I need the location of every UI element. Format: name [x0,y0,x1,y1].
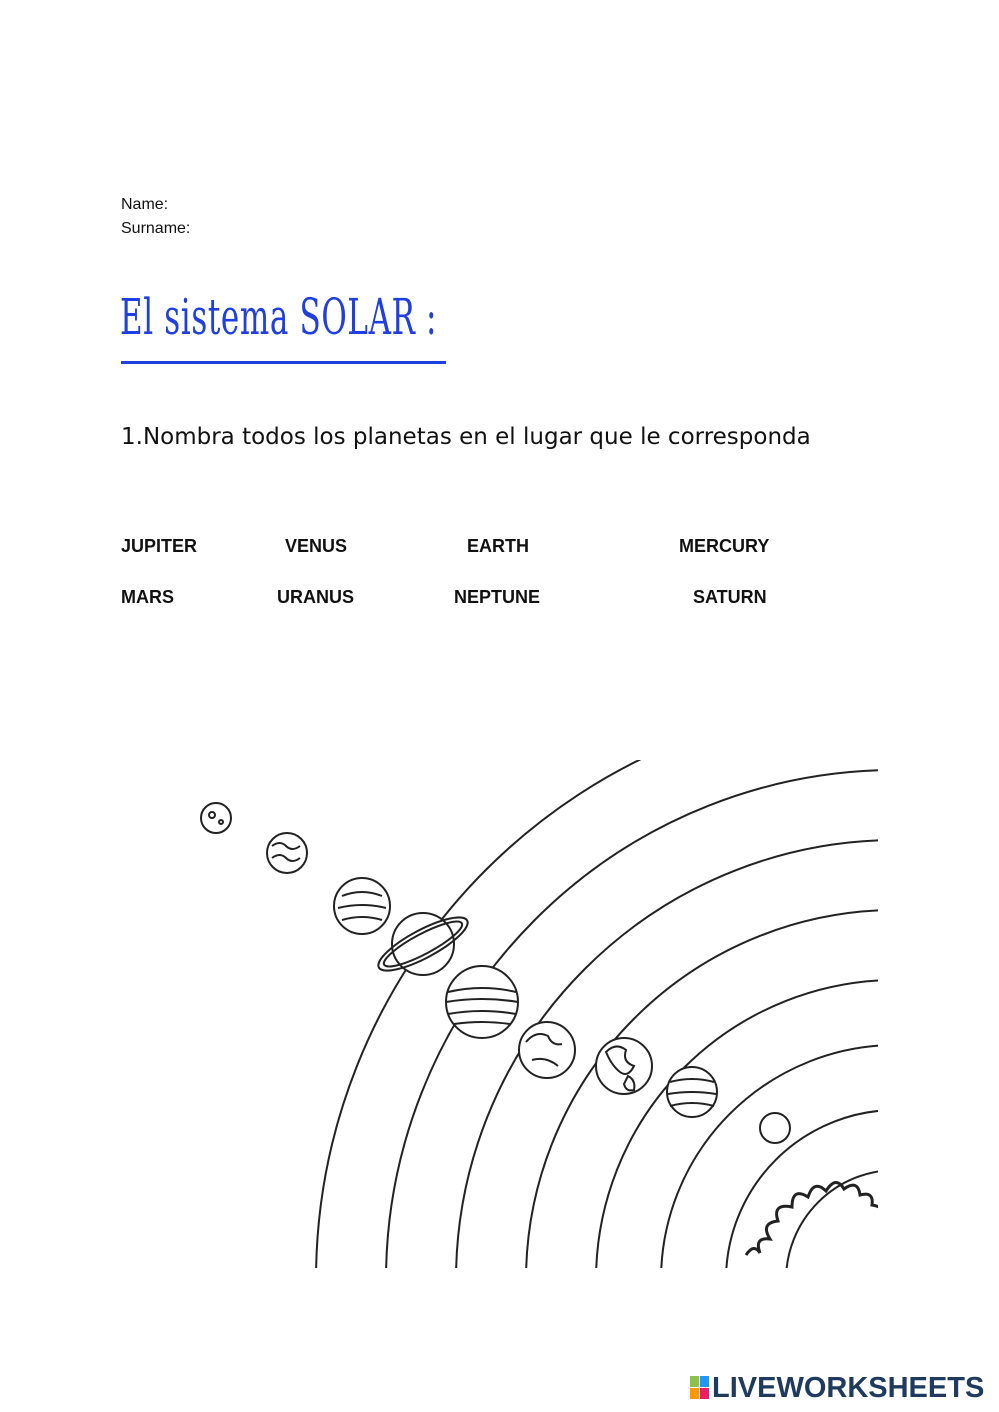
orbit-8 [316,760,878,1268]
orbit-4 [596,980,878,1268]
liveworksheets-logo [690,1372,984,1404]
solar-system-diagram [176,760,878,1268]
title-underline [121,361,446,364]
word-mars: MARS [121,587,174,607]
word-mercury: MERCURY [679,536,770,556]
liveworksheets-logo-text: LIVEWORKSHEETS [712,1371,985,1404]
liveworksheets-icon [690,1376,710,1400]
page-title: El sistema SOLAR : [120,288,438,346]
word-saturn: SATURN [693,587,767,607]
planet-earth [596,1038,652,1094]
name-label: Name: [121,196,169,213]
orbit-2 [726,1110,878,1268]
planet-mars [519,1022,575,1078]
planet-jupiter [446,966,518,1038]
sun-edge [746,1182,878,1255]
word-uranus: URANUS [277,587,355,607]
word-earth: EARTH [467,536,529,556]
planet-mercury [760,1113,790,1143]
word-venus: VENUS [285,536,348,556]
planet-uranus [334,878,390,934]
planet-neptune [267,833,307,873]
word-neptune: NEPTUNE [454,587,541,607]
surname-label: Surname: [121,220,191,237]
instruction-text: 1.Nombra todos los planetas en el lugar que le corresponda [121,424,811,450]
word-jupiter: JUPITER [121,536,198,556]
planet-venus [667,1067,717,1117]
planet-outer-small [201,803,231,833]
